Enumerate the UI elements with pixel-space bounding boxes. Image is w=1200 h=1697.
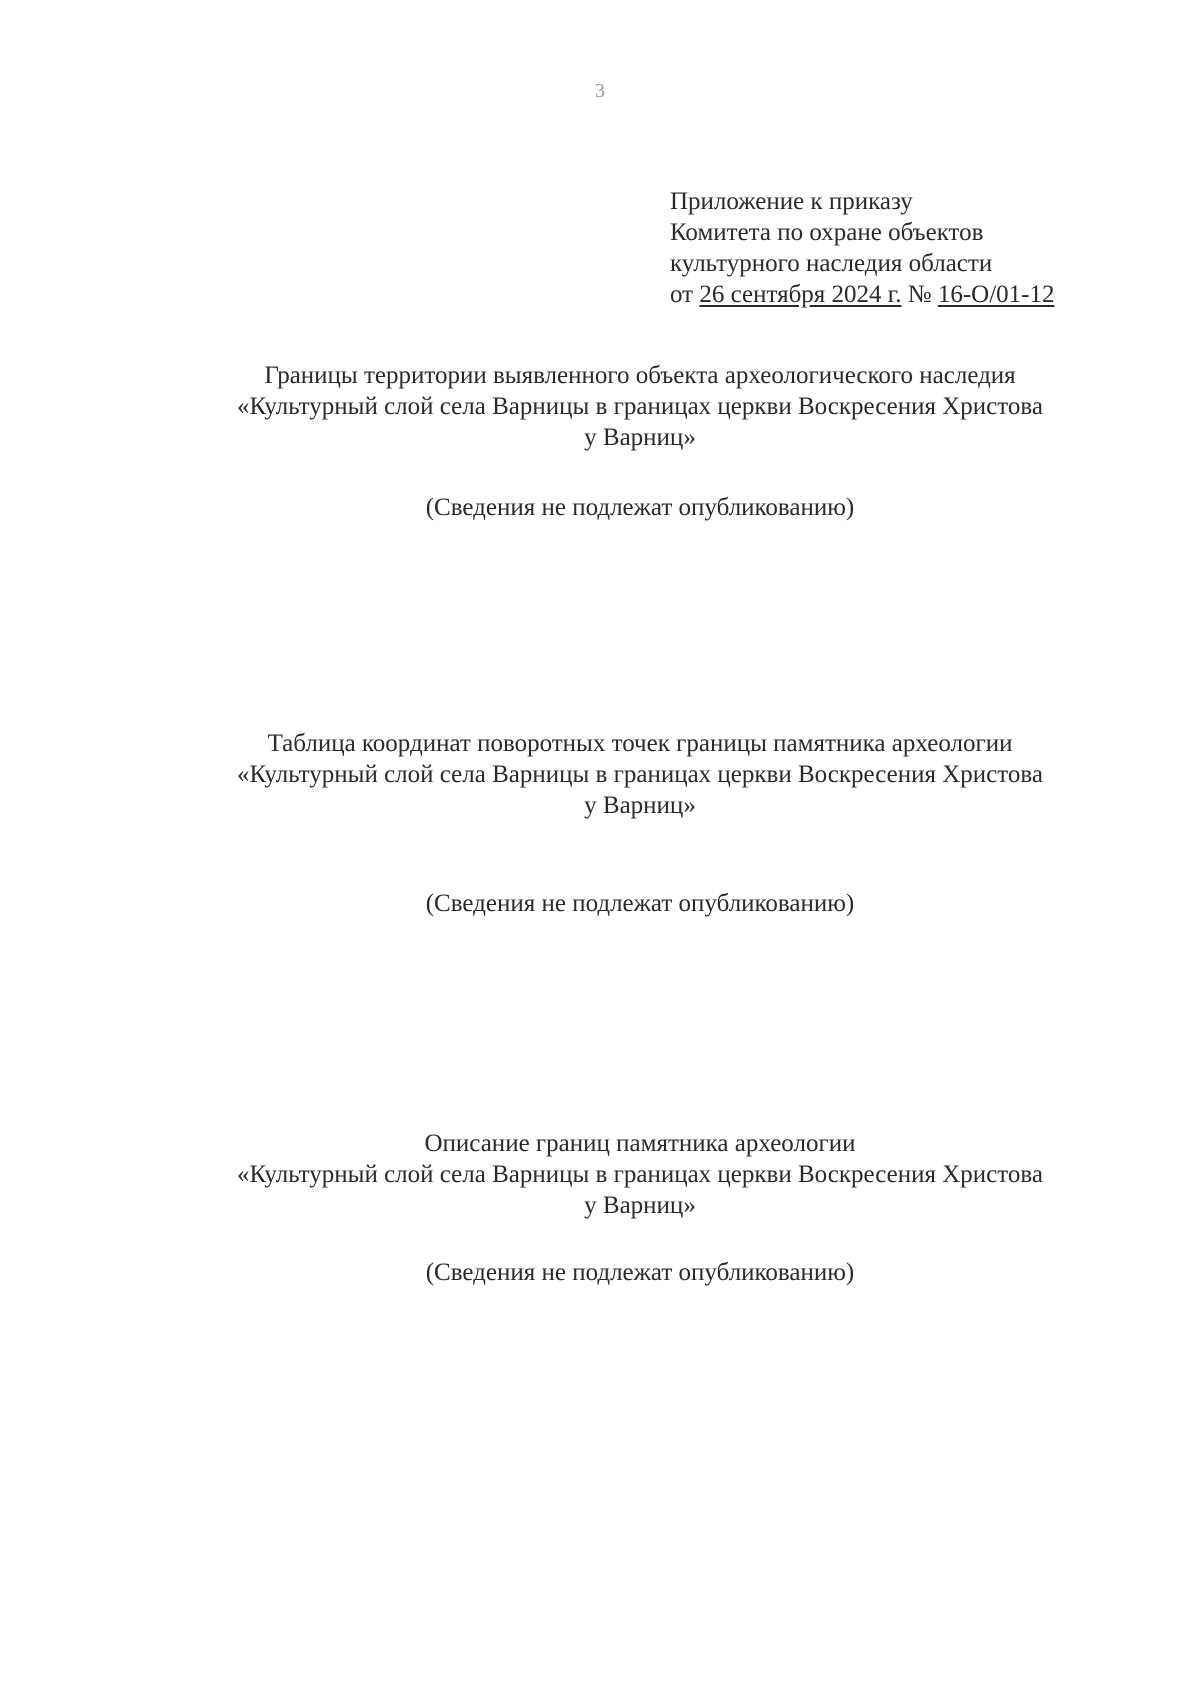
order-date: 26 сентября 2024 г.: [699, 281, 902, 308]
section-coordinates-note: [180, 888, 1100, 919]
section-title-line: «Культурный слой села Варницы в границах церкви Воскресения Христова: [237, 1161, 1043, 1188]
order-number: 16-О/01-12: [937, 281, 1055, 308]
appendix-header: [670, 186, 1130, 310]
section-note: (Сведения не подлежат опубликованию): [425, 890, 855, 917]
appendix-line-1: Приложение к приказу: [670, 188, 913, 215]
appendix-date-line: [670, 279, 1130, 310]
section-title-line: «Культурный слой села Варницы в границах церкви Воскресения Христова: [237, 393, 1043, 420]
section-title-line: у Варниц»: [584, 1192, 696, 1219]
section-boundaries-title: [180, 360, 1100, 453]
appendix-line-2: Комитета по охране объектов: [670, 219, 984, 246]
section-note: (Сведения не подлежат опубликованию): [425, 494, 855, 521]
section-description-title: [180, 1128, 1100, 1221]
section-title-line: у Варниц»: [584, 792, 696, 819]
appendix-line-3: культурного наследия области: [670, 250, 993, 277]
section-boundaries-note: [180, 492, 1100, 523]
section-title-line: Таблица координат поворотных точек границы памятника археологии: [267, 730, 1013, 757]
section-title-line: Описание границ памятника археологии: [424, 1130, 856, 1157]
section-title-line: у Варниц»: [584, 424, 696, 451]
section-title-line: Границы территории выявленного объекта археологического наследия: [264, 362, 1016, 389]
date-prefix: от: [670, 281, 694, 308]
section-note: (Сведения не подлежат опубликованию): [425, 1259, 855, 1286]
page-number: 3: [595, 80, 605, 102]
section-coordinates-title: [180, 728, 1100, 821]
section-description-note: [180, 1257, 1100, 1288]
number-prefix: №: [907, 281, 932, 308]
section-title-line: «Культурный слой села Варницы в границах церкви Воскресения Христова: [237, 761, 1043, 788]
